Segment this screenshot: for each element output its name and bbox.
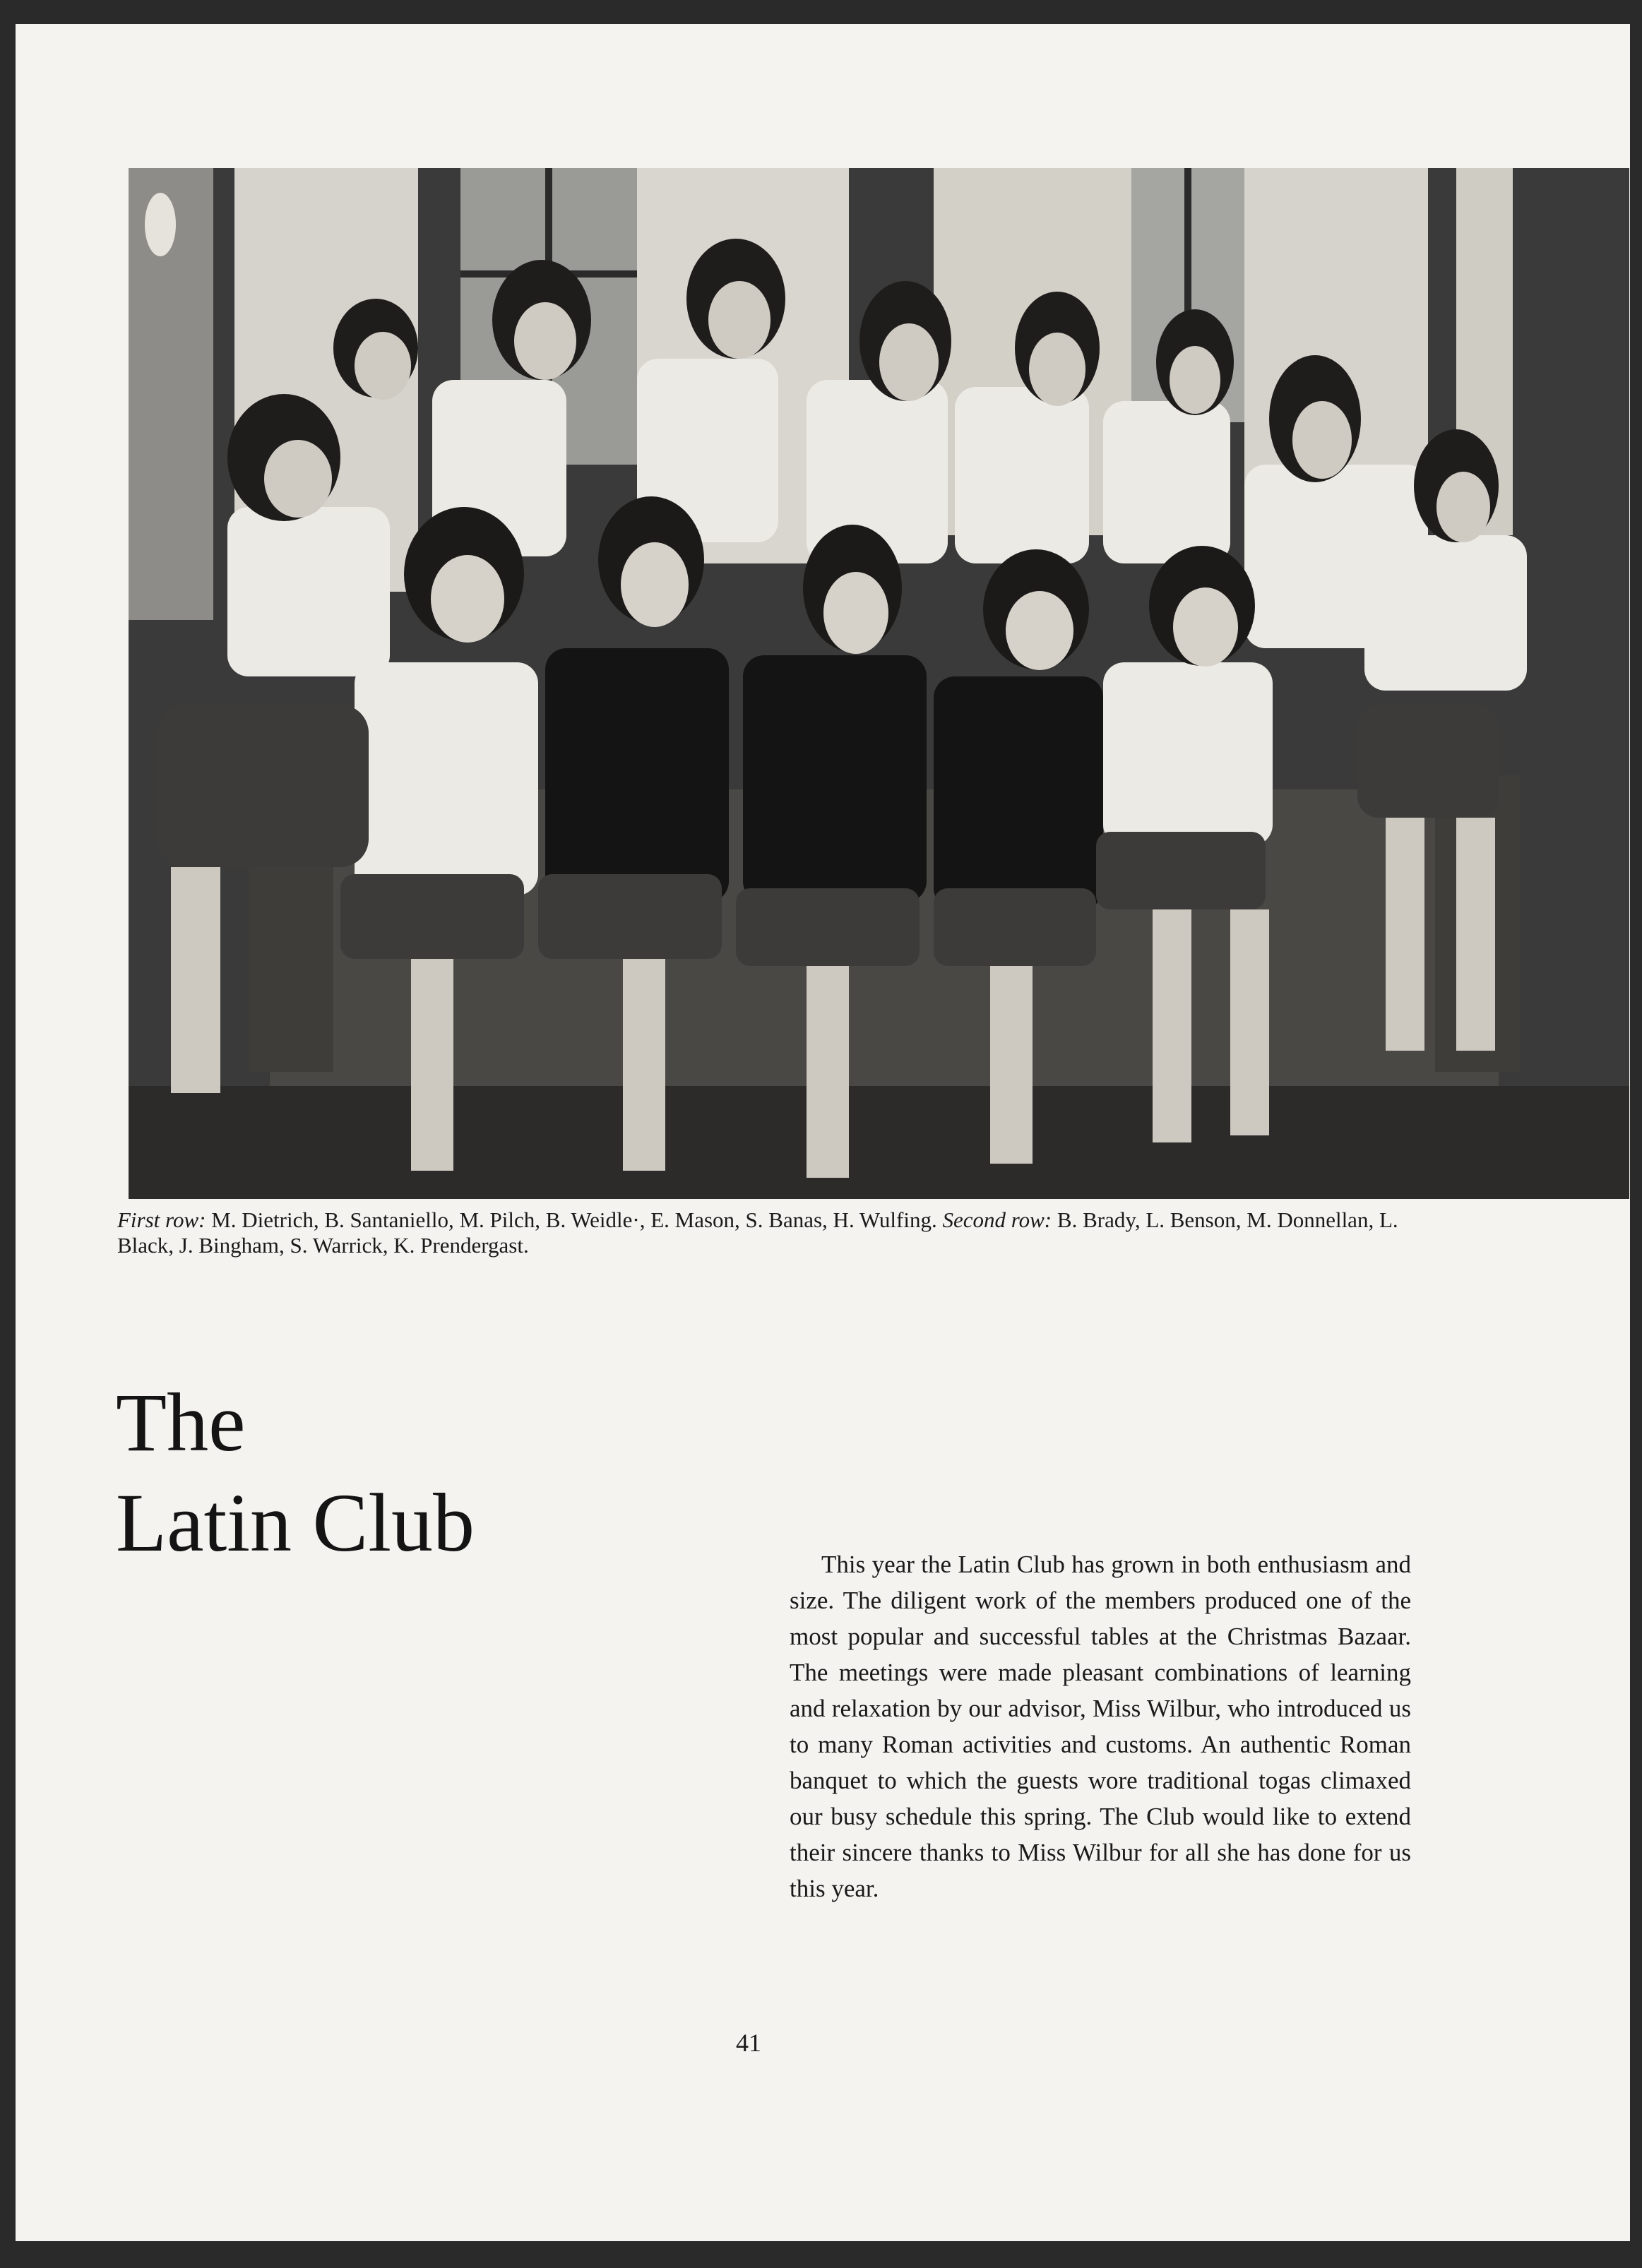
first-row-names: M. Dietrich, B. Santaniello, M. Pilch, B. Weidle·, E. Mason, S. Banas, H. Wulfing. — [206, 1207, 943, 1232]
group-photo — [129, 168, 1629, 1199]
article-body: This year the Latin Club has grown in both enthusiasm and size. The diligent work of the members produced one of the most popular and successful tables at the Christmas Bazaar. The meetings were made pleasant combinations of learning and relaxation by our advisor, Miss Wilbur, who introduced us to many Roman activities and customs. An authentic Roman banquet to which the guests wore traditional togas climaxed our busy schedule this spring. The Club would like to extend their sincere thanks to Miss Wilbur for all she has done for us this year. — [790, 1551, 1411, 1902]
yearbook-page — [16, 24, 1630, 2241]
title-line-2: Latin Club — [116, 1476, 475, 1569]
second-row-label: Second row: — [942, 1207, 1052, 1232]
photo-caption — [117, 1207, 1403, 1258]
page-number: 41 — [736, 2029, 761, 2057]
group-photo-image — [129, 168, 1629, 1199]
title-line-1: The — [116, 1376, 246, 1469]
page-title — [116, 1373, 475, 1573]
first-row-label: First row: — [117, 1207, 206, 1232]
second-row-names: B. Brady, L. Benson, M. Donnellan, L. Black, J. Bingham, S. Warrick, K. Prendergast. — [117, 1207, 1398, 1258]
